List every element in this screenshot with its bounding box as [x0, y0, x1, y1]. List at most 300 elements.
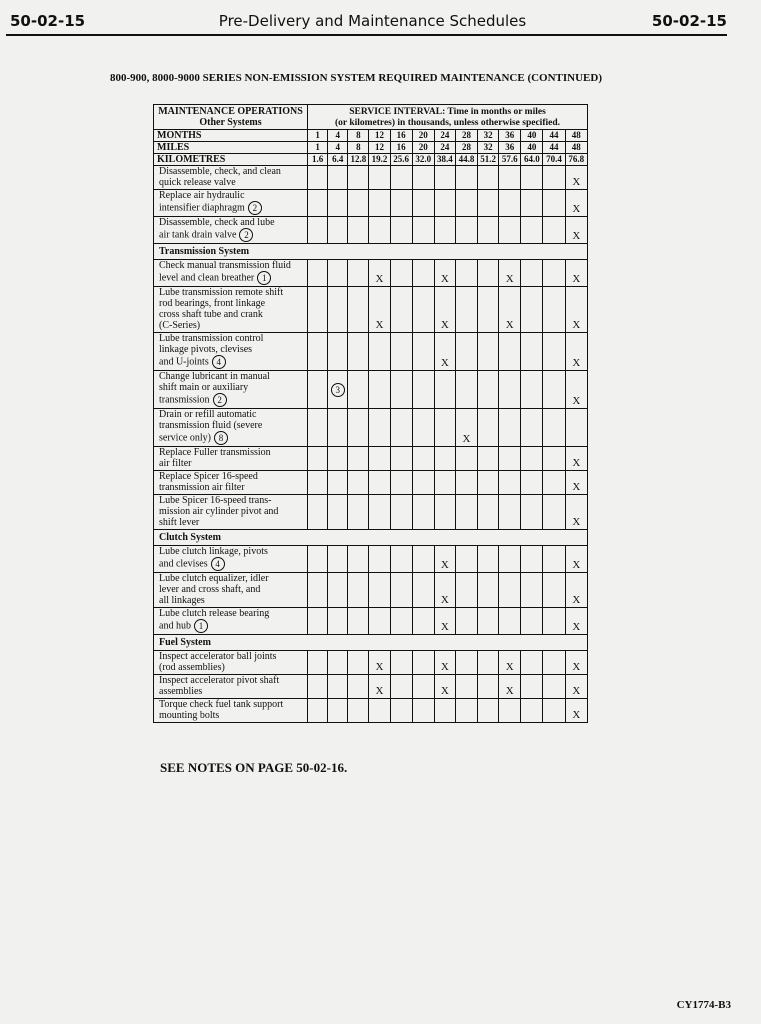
interval-cell	[543, 190, 565, 217]
interval-cell	[499, 495, 521, 530]
service-mark: X	[440, 661, 449, 673]
operation-cell	[154, 190, 308, 217]
interval-cell	[348, 409, 369, 447]
operation-line: air filter	[159, 458, 192, 469]
interval-cell	[369, 573, 390, 608]
table-row	[154, 546, 588, 573]
operation-line: Inspect accelerator ball joints	[159, 651, 277, 662]
operation-cell	[154, 260, 308, 287]
interval-cell	[434, 371, 455, 409]
interval-cell	[434, 546, 455, 573]
interval-cell	[455, 699, 477, 723]
interval-cell	[328, 699, 348, 723]
service-mark: X	[572, 481, 581, 493]
interval-cell	[348, 608, 369, 635]
operation-line: Lube clutch release bearing	[159, 608, 270, 619]
interval-cell	[565, 546, 587, 573]
interval-cell	[390, 371, 412, 409]
interval-cell	[369, 546, 390, 573]
interval-cell	[434, 409, 455, 447]
mile-cell: 24	[434, 142, 455, 154]
operation-line: shift main or auxiliary	[159, 382, 249, 393]
page-number-right: 50-02-15	[651, 12, 727, 30]
month-cell: 1	[308, 130, 328, 142]
operation-line	[159, 355, 307, 369]
operation-line: rod bearings, front linkage	[159, 298, 266, 309]
month-cell: 32	[478, 130, 499, 142]
mile-cell: 44	[543, 142, 565, 154]
interval-cell	[308, 608, 328, 635]
interval-cell	[499, 333, 521, 371]
service-mark: X	[375, 273, 384, 285]
service-mark: X	[572, 457, 581, 469]
operation-line	[159, 557, 307, 571]
interval-cell	[521, 190, 543, 217]
interval-cell	[521, 166, 543, 190]
interval-cell	[308, 371, 328, 409]
interval-cell	[369, 675, 390, 699]
interval-cell	[499, 573, 521, 608]
maintenance-schedule-table	[153, 104, 588, 723]
interval-cell	[348, 190, 369, 217]
interval-cell	[455, 287, 477, 333]
interval-cell	[390, 699, 412, 723]
service-mark: X	[572, 621, 581, 633]
interval-cell	[348, 217, 369, 244]
kilometre-cell: 44.8	[455, 154, 477, 166]
operation-line	[159, 431, 307, 445]
interval-cell	[478, 190, 499, 217]
operation-line: Drain or refill automatic	[159, 409, 257, 420]
interval-cell	[390, 447, 412, 471]
interval-cell	[478, 651, 499, 675]
interval-cell	[478, 409, 499, 447]
interval-cell	[543, 166, 565, 190]
interval-cell	[390, 260, 412, 287]
interval-cell	[390, 546, 412, 573]
service-mark: X	[572, 357, 581, 369]
operation-cell	[154, 573, 308, 608]
interval-cell	[390, 190, 412, 217]
table-row	[154, 409, 588, 447]
kilometre-cell: 12.8	[348, 154, 369, 166]
service-mark: X	[375, 685, 384, 697]
service-mark: X	[572, 709, 581, 721]
interval-cell	[565, 471, 587, 495]
operation-cell	[154, 287, 308, 333]
interval-cell	[499, 166, 521, 190]
interval-cell	[390, 675, 412, 699]
service-mark: X	[572, 203, 581, 215]
interval-cell	[308, 546, 328, 573]
operation-cell	[154, 495, 308, 530]
service-mark: X	[440, 357, 449, 369]
interval-header-line-2: (or kilometres) in thousands, unless otherwise specified.	[334, 118, 561, 128]
section-heading: Transmission System	[154, 244, 588, 260]
interval-cell	[369, 409, 390, 447]
interval-cell	[455, 471, 477, 495]
interval-cell	[499, 675, 521, 699]
interval-cell	[478, 447, 499, 471]
interval-cell	[455, 409, 477, 447]
kilometre-cell: 70.4	[543, 154, 565, 166]
interval-cell	[499, 608, 521, 635]
operation-cell	[154, 546, 308, 573]
note-reference: 1	[194, 619, 208, 633]
service-mark: X	[572, 559, 581, 571]
operation-line	[159, 271, 307, 285]
interval-cell	[565, 371, 587, 409]
interval-cell	[521, 333, 543, 371]
interval-cell	[455, 546, 477, 573]
note-reference: 8	[214, 431, 228, 445]
interval-cell	[348, 675, 369, 699]
interval-cell	[328, 447, 348, 471]
interval-cell	[348, 166, 369, 190]
interval-cell	[455, 608, 477, 635]
mile-cell: 28	[455, 142, 477, 154]
interval-cell	[565, 217, 587, 244]
operation-line: shift lever	[159, 517, 200, 528]
interval-cell	[412, 573, 434, 608]
service-mark: X	[462, 433, 471, 445]
table-row	[154, 287, 588, 333]
miles-label: MILES	[154, 142, 308, 154]
interval-cell	[308, 447, 328, 471]
operation-cell	[154, 371, 308, 409]
interval-cell	[478, 573, 499, 608]
interval-cell	[390, 651, 412, 675]
table-row	[154, 675, 588, 699]
interval-cell	[369, 166, 390, 190]
interval-cell	[521, 260, 543, 287]
kilometre-cell: 64.0	[521, 154, 543, 166]
interval-cell	[412, 546, 434, 573]
interval-cell	[543, 546, 565, 573]
interval-cell	[308, 333, 328, 371]
interval-cell	[478, 608, 499, 635]
operation-line-text: intensifier diaphragm	[159, 202, 245, 214]
interval-cell	[543, 217, 565, 244]
operation-line: Replace Spicer 16-speed	[159, 471, 258, 482]
interval-cell	[412, 447, 434, 471]
interval-cell	[412, 166, 434, 190]
interval-cell	[521, 546, 543, 573]
interval-cell	[308, 166, 328, 190]
service-mark: X	[572, 516, 581, 528]
interval-cell	[565, 333, 587, 371]
interval-cell	[565, 699, 587, 723]
interval-cell	[434, 471, 455, 495]
operation-cell	[154, 699, 308, 723]
interval-cell	[499, 190, 521, 217]
mile-cell: 8	[348, 142, 369, 154]
service-mark: X	[440, 273, 449, 285]
interval-cell	[412, 675, 434, 699]
service-mark: X	[572, 273, 581, 285]
table-row	[154, 166, 588, 190]
interval-cell	[308, 573, 328, 608]
service-mark: X	[440, 685, 449, 697]
interval-cell	[369, 371, 390, 409]
interval-cell	[308, 651, 328, 675]
interval-cell	[434, 166, 455, 190]
interval-cell	[348, 333, 369, 371]
interval-cell	[455, 447, 477, 471]
interval-cell	[369, 495, 390, 530]
note-reference: 1	[257, 271, 271, 285]
interval-cell	[369, 608, 390, 635]
interval-cell	[434, 447, 455, 471]
interval-cell	[565, 495, 587, 530]
service-mark: X	[572, 661, 581, 673]
mile-cell: 4	[328, 142, 348, 154]
interval-cell	[434, 333, 455, 371]
interval-cell	[478, 166, 499, 190]
table-row	[154, 371, 588, 409]
interval-cell	[565, 166, 587, 190]
interval-cell	[348, 546, 369, 573]
page-header-title: Pre-Delivery and Maintenance Schedules	[218, 12, 527, 30]
mile-cell: 20	[412, 142, 434, 154]
operation-line: transmission fluid (severe	[159, 420, 263, 431]
note-reference: 4	[212, 355, 226, 369]
interval-cell	[390, 495, 412, 530]
interval-cell	[565, 190, 587, 217]
operation-line: Torque check fuel tank support	[159, 699, 284, 710]
interval-cell	[369, 447, 390, 471]
footer-note: SEE NOTES ON PAGE 50-02-16.	[160, 760, 348, 775]
month-cell: 20	[412, 130, 434, 142]
interval-cell	[348, 260, 369, 287]
operation-line: Lube Spicer 16-speed trans-	[159, 495, 272, 506]
interval-cell	[543, 287, 565, 333]
operation-line	[159, 228, 307, 242]
interval-cell	[390, 608, 412, 635]
operation-cell	[154, 409, 308, 447]
interval-cell	[455, 217, 477, 244]
interval-cell	[543, 651, 565, 675]
kilometre-cell: 38.4	[434, 154, 455, 166]
interval-cell	[434, 217, 455, 244]
ops-header-line-2: Other Systems	[199, 117, 262, 128]
month-cell: 8	[348, 130, 369, 142]
interval-header-line-1: SERVICE INTERVAL: Time in months or miles	[349, 107, 546, 117]
ops-header-line-1: MAINTENANCE OPERATIONS	[158, 106, 303, 117]
interval-cell	[455, 675, 477, 699]
interval-cell	[434, 190, 455, 217]
interval-cell	[565, 675, 587, 699]
interval-cell	[308, 699, 328, 723]
operation-line: Inspect accelerator pivot shaft	[159, 675, 280, 686]
interval-cell	[521, 651, 543, 675]
interval-cell	[455, 190, 477, 217]
interval-cell	[328, 287, 348, 333]
interval-cell	[478, 260, 499, 287]
interval-cell	[434, 260, 455, 287]
interval-cell	[543, 699, 565, 723]
interval-cell	[328, 573, 348, 608]
month-cell: 16	[390, 130, 412, 142]
kilometre-cell: 25.6	[390, 154, 412, 166]
service-mark: X	[440, 319, 449, 331]
kilometre-cell: 32.0	[412, 154, 434, 166]
operation-line: Check manual transmission fluid	[159, 260, 291, 271]
interval-cell	[455, 166, 477, 190]
table-row	[154, 495, 588, 530]
month-cell: 48	[565, 130, 587, 142]
interval-cell	[478, 333, 499, 371]
operation-line-text: transmission	[159, 394, 210, 406]
service-mark: X	[440, 594, 449, 606]
operation-line: mounting bolts	[159, 710, 220, 721]
kilometres-label: KILOMETRES	[154, 154, 308, 166]
interval-cell	[565, 651, 587, 675]
service-mark: X	[375, 661, 384, 673]
operation-cell	[154, 166, 308, 190]
interval-cell	[308, 471, 328, 495]
interval-cell	[455, 573, 477, 608]
interval-cell	[521, 471, 543, 495]
service-mark: X	[505, 273, 514, 285]
interval-cell	[348, 371, 369, 409]
interval-cell	[390, 333, 412, 371]
service-interval-header	[308, 105, 588, 130]
table-row	[154, 699, 588, 723]
interval-cell	[565, 608, 587, 635]
interval-cell	[434, 651, 455, 675]
operation-line: (C-Series)	[159, 320, 201, 331]
operation-line: Lube transmission control	[159, 333, 264, 344]
miles-row	[154, 142, 588, 154]
interval-cell	[499, 371, 521, 409]
interval-cell	[521, 608, 543, 635]
page-header	[6, 8, 727, 36]
interval-cell	[499, 546, 521, 573]
kilometre-cell: 76.8	[565, 154, 587, 166]
interval-cell	[369, 471, 390, 495]
service-mark: X	[505, 685, 514, 697]
interval-cell	[412, 217, 434, 244]
mile-cell: 40	[521, 142, 543, 154]
interval-cell	[328, 260, 348, 287]
interval-cell	[308, 409, 328, 447]
mile-cell: 1	[308, 142, 328, 154]
document-title: 800-900, 8000-9000 SERIES NON-EMISSION SYSTEM REQUIRED MAINTENANCE (CONTINUED)	[110, 72, 602, 84]
service-mark: X	[505, 661, 514, 673]
interval-cell	[565, 409, 587, 447]
page-number-left: 50-02-15	[10, 12, 86, 30]
interval-cell	[412, 260, 434, 287]
month-cell: 36	[499, 130, 521, 142]
interval-cell	[369, 260, 390, 287]
operation-line: Replace air hydraulic	[159, 190, 245, 201]
operation-line	[159, 619, 307, 633]
interval-cell	[348, 287, 369, 333]
interval-cell	[348, 573, 369, 608]
interval-cell	[390, 166, 412, 190]
interval-cell	[412, 608, 434, 635]
operation-line: Replace Fuller transmission	[159, 447, 271, 458]
interval-cell	[543, 495, 565, 530]
operation-line: assemblies	[159, 686, 203, 697]
interval-cell	[543, 608, 565, 635]
interval-cell	[328, 166, 348, 190]
interval-cell	[328, 333, 348, 371]
interval-cell	[543, 471, 565, 495]
interval-cell	[478, 287, 499, 333]
interval-cell	[478, 699, 499, 723]
note-reference: 2	[213, 393, 227, 407]
interval-cell	[434, 573, 455, 608]
interval-cell	[369, 333, 390, 371]
table-row	[154, 651, 588, 675]
interval-cell	[328, 675, 348, 699]
interval-cell	[565, 260, 587, 287]
interval-cell	[348, 495, 369, 530]
interval-cell	[521, 495, 543, 530]
operation-line-text: and clevises	[159, 558, 208, 570]
interval-cell	[308, 217, 328, 244]
interval-cell	[412, 333, 434, 371]
month-cell: 4	[328, 130, 348, 142]
interval-cell	[543, 371, 565, 409]
table-row	[154, 260, 588, 287]
interval-cell	[328, 471, 348, 495]
kilometre-cell: 57.6	[499, 154, 521, 166]
interval-cell	[543, 333, 565, 371]
interval-cell	[328, 608, 348, 635]
service-mark: X	[505, 319, 514, 331]
interval-cell	[521, 217, 543, 244]
interval-cell	[390, 409, 412, 447]
interval-cell	[328, 651, 348, 675]
operation-line: Disassemble, check, and clean	[159, 166, 281, 177]
operation-line: linkage pivots, clevises	[159, 344, 253, 355]
operation-cell	[154, 447, 308, 471]
table-row	[154, 447, 588, 471]
operation-line: Change lubricant in manual	[159, 371, 270, 382]
table-row	[154, 333, 588, 371]
interval-cell	[478, 371, 499, 409]
interval-cell	[390, 217, 412, 244]
interval-cell	[328, 217, 348, 244]
interval-cell	[478, 675, 499, 699]
operation-line-text: and hub	[159, 620, 191, 632]
interval-cell	[521, 287, 543, 333]
interval-cell	[348, 471, 369, 495]
table-row	[154, 190, 588, 217]
interval-cell	[565, 573, 587, 608]
operation-cell	[154, 608, 308, 635]
interval-cell	[308, 287, 328, 333]
operation-line: Lube clutch linkage, pivots	[159, 546, 268, 557]
interval-cell	[390, 287, 412, 333]
ops-header	[154, 105, 308, 130]
operation-line-text: level and clean breather	[159, 272, 255, 284]
mile-cell: 12	[369, 142, 390, 154]
note-reference: 4	[211, 557, 225, 571]
service-mark: X	[572, 685, 581, 697]
kilometres-row	[154, 154, 588, 166]
month-cell: 24	[434, 130, 455, 142]
month-cell: 40	[521, 130, 543, 142]
operation-cell	[154, 651, 308, 675]
interval-cell	[412, 471, 434, 495]
note-reference: 3	[331, 383, 345, 397]
interval-cell	[412, 190, 434, 217]
table-row	[154, 573, 588, 608]
